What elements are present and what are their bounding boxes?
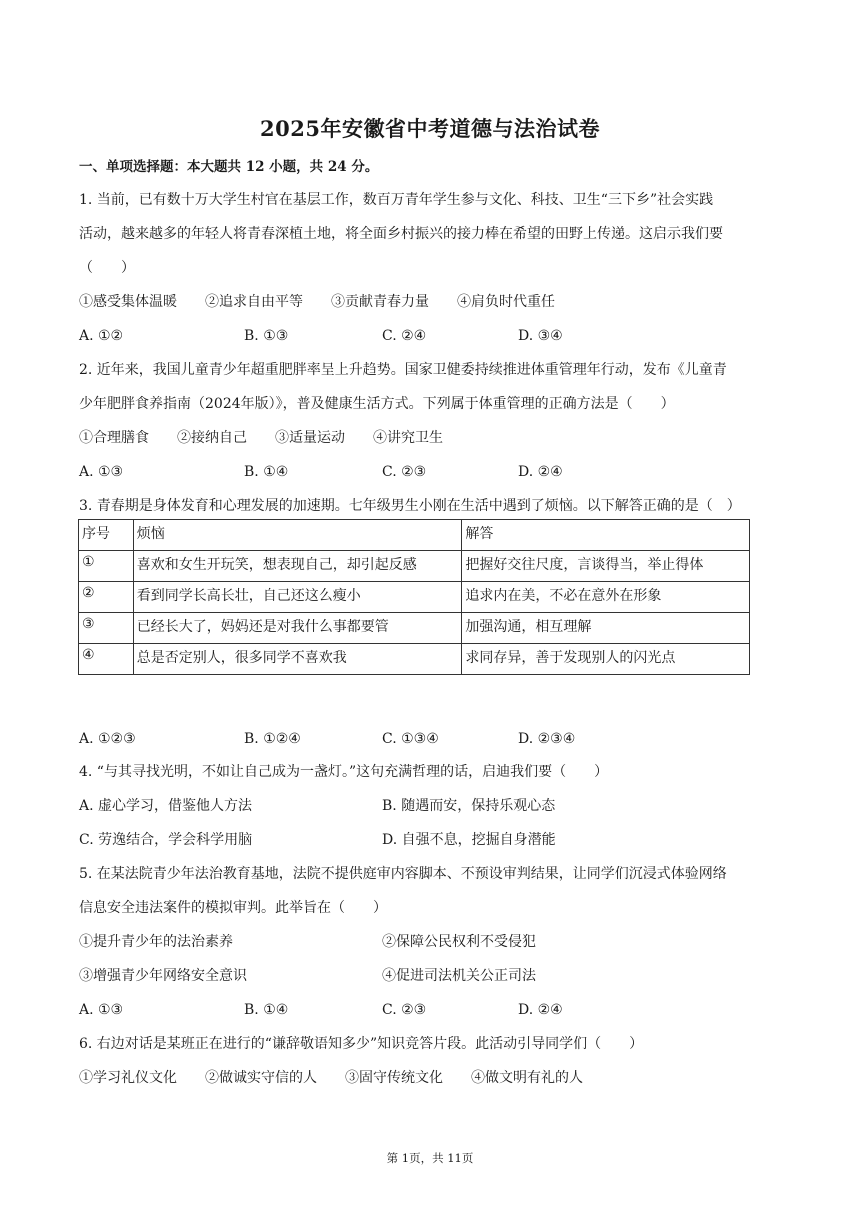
q4-option-b[interactable]: B. 随遇而安，保持乐观心态 [382, 798, 556, 814]
q3-option-b[interactable]: B. ①②④ [244, 731, 301, 747]
table-cell: 求同存异，善于发现别人的闪光点 [462, 644, 750, 675]
table-header-row [79, 520, 750, 551]
q2-option-a[interactable]: A. ①③ [79, 464, 124, 480]
table-cell: 总是否定别人，很多同学不喜欢我 [133, 644, 462, 675]
table-cell: ② [79, 582, 134, 613]
q5-statement-2: ②保障公民权利不受侵犯 [382, 934, 536, 950]
q4-stem-line1: 4. “与其寻找光明，不如让自己成为一盏灯。”这句充满哲理的话，启迪我们要（ ） [79, 764, 609, 780]
q5-statement-1: ①提升青少年的法治素养 [79, 934, 233, 950]
q5-stem-line1: 5. 在某法院青少年法治教育基地，法院不提供庭审内容脚本、不预设审判结果，让同学们沉浸式体验网络 [79, 866, 727, 882]
q5-option-d[interactable]: D. ②④ [518, 1002, 563, 1018]
table-header-cell: 序号 [79, 520, 134, 551]
page-footer: 第 1页，共 11页 [386, 1151, 474, 1165]
q1-stem-line2: 活动，越来越多的年轻人将青春深植土地，将全面乡村振兴的接力棒在希望的田野上传递。这启示我们要 [79, 226, 723, 242]
table-row [79, 613, 750, 644]
q4-option-d[interactable]: D. 自强不息，挖掘自身潜能 [382, 832, 556, 848]
q1-option-c[interactable]: C. ②④ [382, 328, 427, 344]
q1-statements: ①感受集体温暖 ②追求自由平等 ③贡献青春力量 ④肩负时代重任 [79, 294, 555, 310]
q3-option-a[interactable]: A. ①②③ [79, 731, 136, 747]
q3-table [78, 519, 750, 675]
q4-option-c[interactable]: C. 劳逸结合，学会科学用脑 [79, 832, 253, 848]
table-header-cell: 烦恼 [133, 520, 462, 551]
q2-option-c[interactable]: C. ②③ [382, 464, 427, 480]
q2-statements: ①合理膳食 ②接纳自己 ③适量运动 ④讲究卫生 [79, 430, 443, 446]
table-row [79, 644, 750, 675]
q1-option-a[interactable]: A. ①② [79, 328, 124, 344]
table-cell: 追求内在美，不必在意外在形象 [462, 582, 750, 613]
table-cell: 已经长大了，妈妈还是对我什么事都要管 [133, 613, 462, 644]
q2-stem-line1: 2. 近年来，我国儿童青少年超重肥胖率呈上升趋势。国家卫健委持续推进体重管理年行动，发布《儿童青 [79, 362, 727, 378]
q5-option-b[interactable]: B. ①④ [244, 1002, 289, 1018]
q1-option-d[interactable]: D. ③④ [518, 328, 563, 344]
q1-stem-line3: （ ） [79, 260, 135, 276]
table-cell: ① [79, 551, 134, 582]
table-cell: 加强沟通，相互理解 [462, 613, 750, 644]
q5-stem-line2: 信息安全违法案件的模拟审判。此举旨在（ ） [79, 900, 387, 916]
q5-statement-4: ④促进司法机关公正司法 [382, 968, 536, 984]
page-title: 2025年安徽省中考道德与法治试卷 [260, 116, 600, 141]
table-row [79, 582, 750, 613]
q2-stem-line2: 少年肥胖食养指南（2024年版）》，普及健康生活方式。下列属于体重管理的正确方法是（ ） [79, 396, 675, 412]
q6-stem-line1: 6. 右边对话是某班正在进行的“谦辞敬语知多少”知识竞答片段。此活动引导同学们（ ） [79, 1036, 644, 1052]
q2-option-b[interactable]: B. ①④ [244, 464, 289, 480]
table-row [79, 551, 750, 582]
q1-stem-line1: 1. 当前，已有数十万大学生村官在基层工作，数百万青年学生参与文化、科技、卫生“三下乡”社会实践 [79, 192, 714, 208]
table-cell: ③ [79, 613, 134, 644]
q5-option-c[interactable]: C. ②③ [382, 1002, 427, 1018]
q5-statement-3: ③增强青少年网络安全意识 [79, 968, 247, 984]
section-heading: 一、单项选择题：本大题共 12 小题，共 24 分。 [79, 159, 379, 175]
table-cell: 喜欢和女生开玩笑，想表现自己，却引起反感 [133, 551, 462, 582]
table-cell: ④ [79, 644, 134, 675]
q2-option-d[interactable]: D. ②④ [518, 464, 563, 480]
q4-option-a[interactable]: A. 虚心学习，借鉴他人方法 [79, 798, 253, 814]
table-header-cell: 解答 [462, 520, 750, 551]
q1-option-b[interactable]: B. ①③ [244, 328, 289, 344]
q5-option-a[interactable]: A. ①③ [79, 1002, 124, 1018]
q3-option-d[interactable]: D. ②③④ [518, 731, 576, 747]
table-cell: 看到同学长高长壮，自己还这么瘦小 [133, 582, 462, 613]
q3-option-c[interactable]: C. ①③④ [382, 731, 439, 747]
q3-stem-line1: 3. 青春期是身体发育和心理发展的加速期。七年级男生小刚在生活中遇到了烦恼。以下解答正确的是（ ） [79, 498, 741, 514]
table-cell: 把握好交往尺度，言谈得当，举止得体 [462, 551, 750, 582]
q6-statements: ①学习礼仪文化 ②做诚实守信的人 ③固守传统文化 ④做文明有礼的人 [79, 1070, 583, 1086]
